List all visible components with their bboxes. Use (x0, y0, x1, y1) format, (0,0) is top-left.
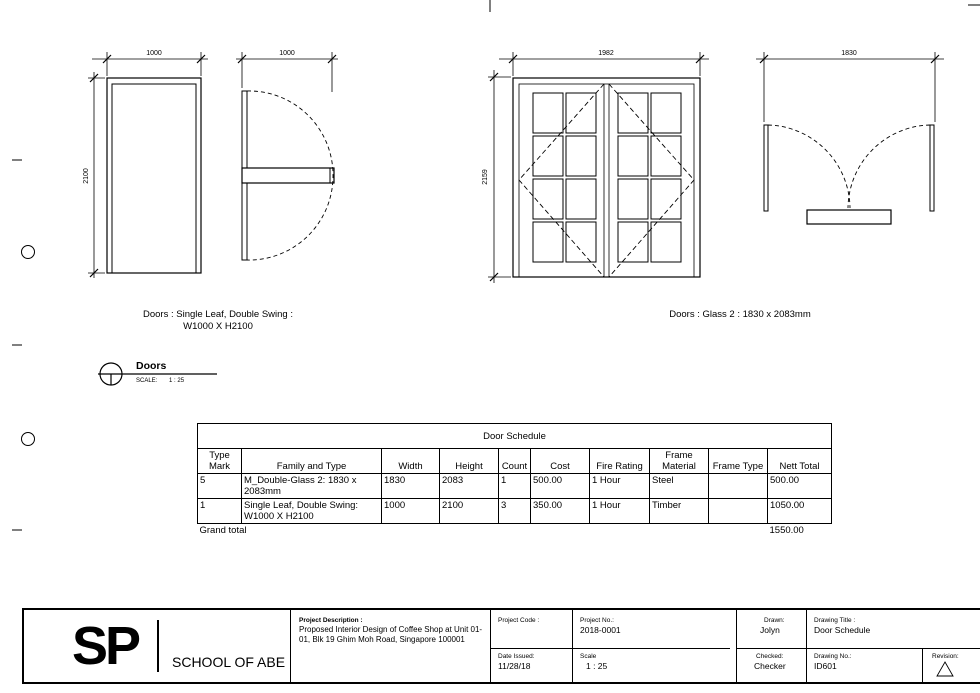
glass-width-dim: 1982 (598, 50, 614, 57)
table-cell: Steel (650, 474, 709, 499)
table-cell: 1830 (382, 474, 440, 499)
single-door-elevation (88, 52, 208, 278)
glass-door-caption: Doors : Glass 2 : 1830 x 2083mm (669, 309, 811, 320)
col-header: Fire Rating (590, 449, 650, 474)
single-width-dim: 1000 (146, 50, 162, 57)
single-caption-line1: Doors : Single Leaf, Double Swing : (143, 309, 293, 320)
drawing-title-label: Drawing Title : (814, 617, 856, 624)
table-row (198, 474, 832, 499)
table-cell: 1 (499, 474, 531, 499)
col-header: Type Mark (198, 449, 242, 474)
date-issued: 11/28/18 (498, 661, 531, 671)
table-cell: 500.00 (531, 474, 590, 499)
grand-total-value: 1550.00 (769, 525, 804, 536)
table-cell: 5 (198, 474, 242, 499)
col-header: Frame Type (709, 449, 768, 474)
table-cell: 2100 (440, 499, 499, 524)
view-scale-label: SCALE: (136, 378, 158, 384)
col-header: Cost (531, 449, 590, 474)
table-cell: Timber (650, 499, 709, 524)
door-schedule-table (197, 423, 832, 537)
title-block (22, 608, 980, 684)
scale-value: 1 : 25 (586, 661, 608, 671)
table-row (198, 499, 832, 524)
glass-height-dim: 2159 (482, 169, 489, 185)
col-header: Frame Material (650, 449, 709, 474)
project-no-label: Project No.: (580, 617, 614, 624)
col-header: Width (382, 449, 440, 474)
single-door-plan (236, 52, 338, 260)
table-cell: 1000 (382, 499, 440, 524)
project-description: Proposed Interior Design of Coffee Shop at Unit 01-01, Blk 19 Ghim Moh Road, Singapore 100001 (299, 625, 483, 644)
project-description-label: Project Description : (299, 617, 363, 624)
project-description-block (299, 616, 489, 645)
table-cell: M_Double-Glass 2: 1830 x 2083mm (242, 474, 382, 499)
col-header: Family and Type (242, 449, 382, 474)
view-title-name: Doors (136, 360, 167, 372)
drawing-no-label: Drawing No.: (814, 653, 852, 660)
table-cell: Single Leaf, Double Swing: W1000 X H2100 (242, 499, 382, 524)
view-scale-value: 1 : 25 (169, 378, 185, 384)
glass-door-elevation (488, 52, 709, 283)
drawing-title: Door Schedule (814, 625, 871, 635)
grand-total-label: Grand total (199, 525, 247, 536)
school-name: SCHOOL OF ABE (172, 654, 286, 670)
col-header: Height (440, 449, 499, 474)
project-code-label: Project Code : (498, 617, 540, 624)
single-plan-width-dim: 1000 (279, 50, 295, 57)
col-header: Nett Total (768, 449, 832, 474)
drawn-label: Drawn: (764, 617, 785, 624)
view-title-scale (136, 378, 184, 384)
project-no: 2018-0001 (580, 625, 621, 635)
table-cell: 1 Hour (590, 499, 650, 524)
punch-holes (22, 246, 35, 446)
glass-plan-width-dim: 1830 (841, 50, 857, 57)
revision-label: Revision: (932, 653, 959, 660)
drawn-by: Jolyn (760, 625, 780, 635)
date-issued-label: Date Issued: (498, 653, 535, 660)
revision-triangle-icon (935, 660, 955, 678)
table-cell: 1 Hour (590, 474, 650, 499)
checked-label: Checked: (756, 653, 784, 660)
single-height-dim: 2100 (83, 168, 90, 184)
sp-logo: SP (72, 616, 139, 676)
table-cell (709, 474, 768, 499)
table-cell (709, 499, 768, 524)
table-cell: 350.00 (531, 499, 590, 524)
table-cell: 1050.00 (768, 499, 832, 524)
single-door-caption (118, 309, 318, 333)
table-cell: 3 (499, 499, 531, 524)
table-cell: 2083 (440, 474, 499, 499)
table-cell: 1 (198, 499, 242, 524)
drawing-no: ID601 (814, 661, 837, 671)
door-schedule (197, 423, 831, 537)
grand-total-row (198, 524, 832, 538)
glass-door-plan (756, 52, 944, 224)
schedule-title: Door Schedule (198, 424, 832, 449)
schedule-header-row (198, 449, 832, 474)
scale-label: Scale (580, 653, 597, 660)
single-caption-line2: W1000 X H2100 (183, 321, 253, 332)
table-cell: 500.00 (768, 474, 832, 499)
col-header: Count (499, 449, 531, 474)
checked-by: Checker (754, 661, 786, 671)
